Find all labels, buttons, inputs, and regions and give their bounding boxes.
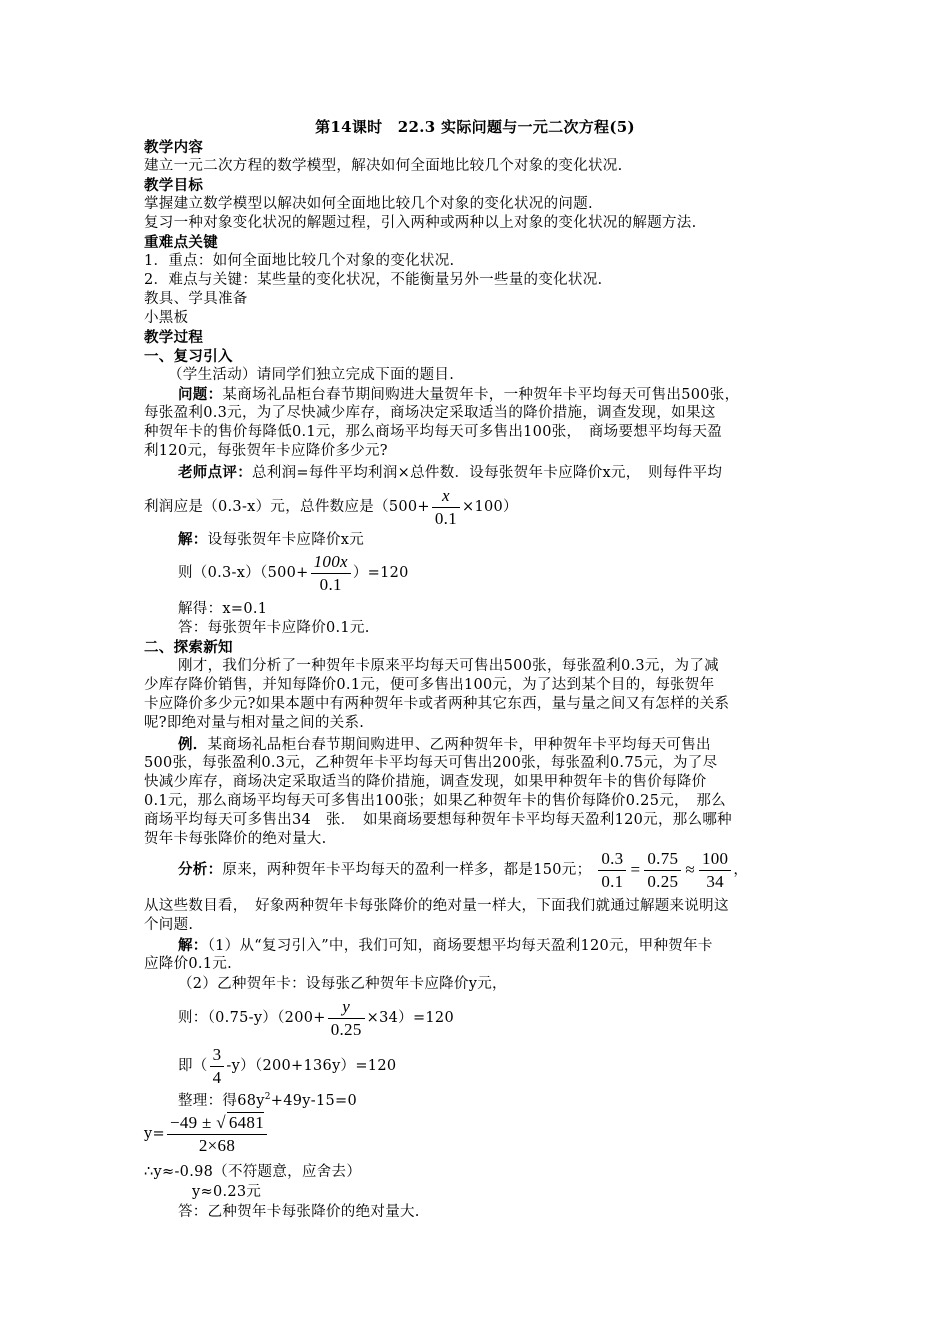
explore-line-1: 刚才，我们分析了一种贺年卡原来平均每天可售出500张，每张盈利0.3元，为了减 bbox=[178, 658, 719, 674]
solution-label: 解： bbox=[178, 531, 208, 548]
analysis-line-1 bbox=[178, 846, 850, 894]
frac5-numerator-text: −49 ± bbox=[169, 1113, 212, 1132]
heading-part2: 二、探索新知 bbox=[144, 639, 233, 656]
goal-2: 复习一种对象变化状况的解题过程，引入两种或两种以上对象的变化状况的解题方法. bbox=[144, 215, 697, 231]
ratio-b-fraction bbox=[644, 849, 681, 892]
sqrt-radicand: 6481 bbox=[228, 1113, 265, 1132]
solution-line-3: 解得：x=0.1 bbox=[178, 601, 268, 617]
comment-text-2b: ×100） bbox=[462, 499, 518, 515]
solution2-text-5b: -y）（200+136y）=120 bbox=[226, 1058, 397, 1074]
ratio-b-numerator: 0.75 bbox=[644, 849, 681, 871]
comment-label: 老师点评： bbox=[178, 464, 252, 481]
solution2-text-4a: 则：（0.75-y）（200+ bbox=[178, 1010, 326, 1026]
comment-line-1 bbox=[178, 463, 850, 483]
solution-line-1 bbox=[178, 530, 850, 550]
key-2: 2．难点与关键：某些量的变化状况，不能衡量另外一些量的变化状况. bbox=[144, 272, 603, 288]
analysis-text-1: 原来，两种贺年卡平均每天的盈利一样多，都是150元； bbox=[222, 862, 592, 878]
page-title: 第14课时 22.3 实际问题与一元二次方程(5) bbox=[315, 118, 635, 136]
problem-line-3: 种贺年卡的售价每降低0.1元，那么商场平均每天可多售出100张， 商场要想平均每天盈 bbox=[144, 424, 723, 440]
equals-sign: = bbox=[630, 860, 641, 879]
solution-text-2b: ）=120 bbox=[352, 565, 409, 581]
analysis-tail: ， bbox=[733, 862, 749, 878]
solution2-text-6a: 整理：得68y bbox=[178, 1093, 265, 1109]
example-line-5: 商场平均每天可多售出34 张． 如果商场要想每种贺年卡平均每天盈利120元，那么哪种 bbox=[144, 812, 732, 828]
ratio-c-denominator: 34 bbox=[706, 871, 724, 891]
problem-line-2: 每张盈利0.3元，为了尽快减少库存，商场决定采取适当的降价措施，调查发现，如果这 bbox=[144, 405, 716, 421]
solution2-line-8: ∴y≈-0.98（不符题意，应舍去） bbox=[144, 1164, 362, 1180]
solution2-text-6b: +49y-15=0 bbox=[270, 1093, 357, 1109]
problem-line-4: 利120元，每张贺年卡应降价多少元? bbox=[144, 443, 388, 459]
approx-sign: ≈ bbox=[685, 860, 695, 879]
example-line-3: 快减少库存，商场决定采取适当的降价措施，调查发现，如果甲种贺年卡的售价每降价 bbox=[144, 774, 707, 790]
solution2-label: 解： bbox=[178, 937, 208, 954]
explore-line-3: 卡应降价多少元?如果本题中有两种贺年卡或者两种其它东西，量与量之间又有怎样的关系 bbox=[144, 696, 730, 712]
solution2-text-5a: 即（ bbox=[178, 1058, 208, 1074]
explore-line-4: 呢?即绝对量与相对量之间的关系. bbox=[144, 715, 365, 731]
solution2-line-9: y≈0.23元 bbox=[192, 1184, 262, 1200]
example-line-4: 0.1元，那么商场平均每天可多售出100张；如果乙种贺年卡的售价每降价0.25元， 那么 bbox=[144, 793, 726, 809]
ratio-a-fraction bbox=[598, 849, 626, 892]
frac5-denominator: 2×68 bbox=[198, 1136, 236, 1155]
solution2-text-7a: y= bbox=[144, 1126, 165, 1142]
solution-line-2 bbox=[178, 550, 850, 596]
heading-key: 重难点关键 bbox=[144, 234, 218, 251]
frac3-numerator: y bbox=[328, 997, 365, 1019]
frac4-numerator: 3 bbox=[210, 1045, 225, 1067]
goal-1: 掌握建立数学模型以解决如何全面地比较几个对象的变化状况的问题. bbox=[144, 196, 593, 212]
exponent-2: 2 bbox=[264, 1092, 271, 1103]
fraction-100x-over-0.1 bbox=[311, 552, 351, 595]
solution-text-2a: 则（0.3-x）（500+ bbox=[178, 565, 309, 581]
frac3-denominator: 0.25 bbox=[330, 1019, 362, 1039]
problem-label: 问题： bbox=[178, 386, 223, 403]
solution2-line-4 bbox=[178, 995, 850, 1041]
sqrt-sign: √ bbox=[216, 1113, 226, 1132]
solution2-line-5 bbox=[178, 1043, 850, 1089]
solution2-line-10: 答：乙种贺年卡每张降价的绝对量大. bbox=[178, 1204, 420, 1220]
frac4-denominator: 4 bbox=[212, 1067, 222, 1087]
frac1-denominator: 0.1 bbox=[434, 508, 458, 528]
comment-text-1: 总利润=每件平均利润×总件数．设每张贺年卡应降价x元， 则每件平均 bbox=[252, 465, 723, 481]
solution2-line-1 bbox=[178, 936, 850, 956]
ratio-c-numerator: 100 bbox=[699, 849, 731, 871]
activity-line: （学生活动）请同学们独立完成下面的题目. bbox=[168, 367, 455, 383]
frac2-numerator: 100x bbox=[311, 552, 351, 574]
analysis-label: 分析： bbox=[178, 861, 223, 878]
solution2-text-1: （1）从“复习引入”中，我们可知，商场要想平均每天盈利120元，甲种贺年卡 bbox=[207, 938, 713, 954]
heading-goals: 教学目标 bbox=[144, 177, 204, 194]
frac2-denominator: 0.1 bbox=[319, 574, 342, 594]
analysis-line-3: 个问题. bbox=[144, 917, 194, 933]
solution-text-1: 设每张贺年卡应降价x元 bbox=[207, 532, 365, 548]
heading-content: 教学内容 bbox=[144, 139, 204, 156]
heading-part1: 一、复习引入 bbox=[144, 348, 233, 365]
fraction-x-over-0.1 bbox=[432, 486, 460, 529]
quadratic-formula-fraction bbox=[167, 1112, 267, 1156]
comment-line-2 bbox=[144, 484, 816, 530]
frac5-numerator bbox=[167, 1112, 267, 1135]
heading-process: 教学过程 bbox=[144, 329, 204, 346]
tools-heading: 教具、学具准备 bbox=[144, 291, 248, 307]
solution-line-4: 答：每张贺年卡应降价0.1元. bbox=[178, 620, 370, 636]
problem-text-1: 某商场礼品柜台春节期间购进大量贺年卡，一种贺年卡平均每天可售出500张， bbox=[222, 387, 740, 403]
solution2-line-7 bbox=[144, 1110, 816, 1158]
problem-line-1 bbox=[178, 385, 850, 405]
ratio-c-fraction bbox=[699, 849, 731, 892]
solution2-line-3: （2）乙种贺年卡：设每张乙种贺年卡应降价y元， bbox=[178, 976, 507, 992]
key-1: 1．重点：如何全面地比较几个对象的变化状况. bbox=[144, 253, 455, 269]
ratio-a-numerator: 0.3 bbox=[598, 849, 626, 871]
tools-text: 小黑板 bbox=[144, 310, 189, 326]
example-line-2: 500张，每张盈利0.3元，乙种贺年卡平均每天可售出200张，每张盈利0.75元，为了尽 bbox=[144, 755, 718, 771]
fraction-y-over-0.25 bbox=[328, 997, 365, 1040]
fraction-3-over-4 bbox=[210, 1045, 225, 1088]
ratio-a-denominator: 0.1 bbox=[601, 871, 624, 891]
example-text-1: 某商场礼品柜台春节期间购进甲、乙两种贺年卡，甲种贺年卡平均每天可售出 bbox=[207, 737, 711, 753]
solution2-line-2: 应降价0.1元. bbox=[144, 956, 233, 972]
content-text: 建立一元二次方程的数学模型，解决如何全面地比较几个对象的变化状况. bbox=[144, 158, 623, 174]
example-line-1 bbox=[178, 735, 850, 755]
frac1-numerator: x bbox=[432, 486, 460, 508]
solution2-text-4b: ×34）=120 bbox=[366, 1010, 454, 1026]
example-line-6: 贺年卡每张降价的绝对量大. bbox=[144, 831, 327, 847]
analysis-line-2: 从这些数目看， 好象两种贺年卡每张降价的绝对量一样大，下面我们就通过解题来说明这 bbox=[144, 898, 729, 914]
comment-text-2a: 利润应是（0.3-x）元，总件数应是（500+ bbox=[144, 499, 430, 515]
solution2-line-6 bbox=[178, 1092, 850, 1111]
example-label: 例． bbox=[178, 736, 208, 753]
explore-line-2: 少库存降价销售，并知每降价0.1元，便可多售出100元，为了达到某个目的，每张贺年 bbox=[144, 677, 715, 693]
ratio-b-denominator: 0.25 bbox=[647, 871, 679, 891]
